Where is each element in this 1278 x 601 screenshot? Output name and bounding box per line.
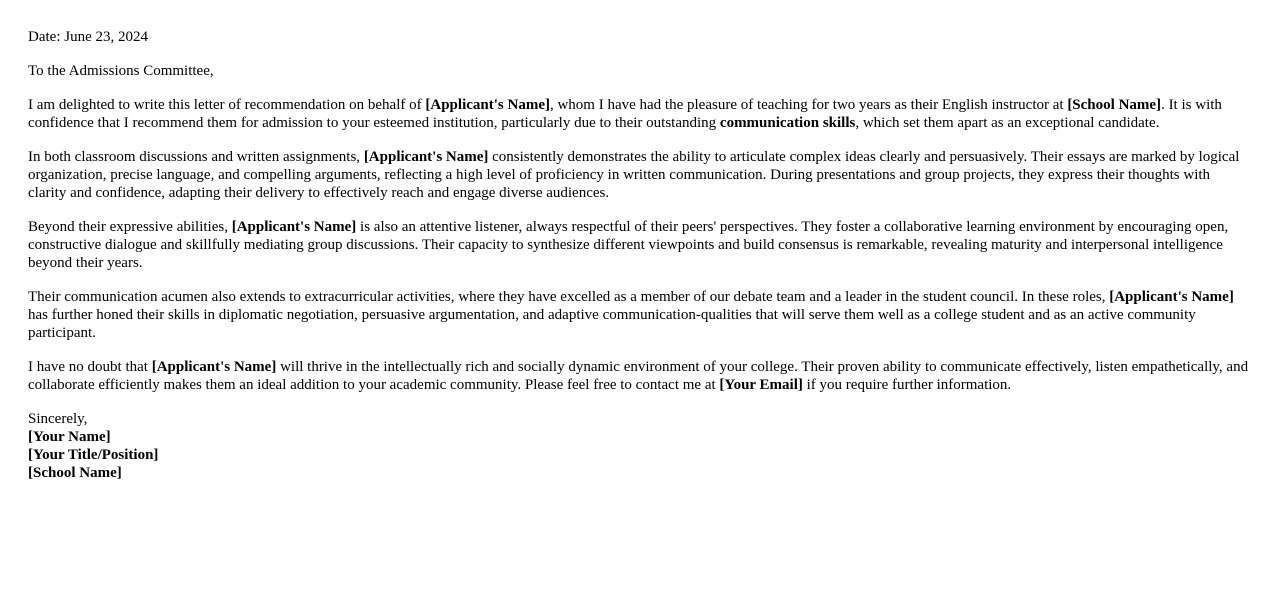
text: has further honed their skills in diplomatic negotiation, persuasive argumentation, and adaptive communication-qualities that will serve them well as a college student and as an active community participant. <box>28 307 1196 341</box>
email-placeholder: [Your Email] <box>719 377 803 393</box>
text: In both classroom discussions and written assignments, <box>28 149 364 165</box>
letter-date: Date: June 23, 2024 <box>28 29 148 45</box>
text: Their communication acumen also extends to extracurricular activities, where they have excelled as a member of our debate team and a leader in the student council. In these roles, <box>28 289 1110 305</box>
signer-title-placeholder: [Your Title/Position] <box>28 447 159 463</box>
signer-school-placeholder: [School Name] <box>28 465 122 481</box>
paragraph-introduction <box>28 96 1250 132</box>
paragraph-extracurricular <box>28 288 1250 342</box>
signer-name-placeholder: [Your Name] <box>28 429 111 445</box>
applicant-name-placeholder: [Applicant's Name] <box>1109 289 1234 305</box>
signature-block <box>28 410 1250 482</box>
applicant-name-placeholder: [Applicant's Name] <box>151 359 277 375</box>
text: is also an attentive listener, always respectful of their peers' perspectives. They foster a collaborative learning environment by encouraging open, constructive dialogue and skillfully mediating group discussions. Their capacity to synthesize different viewpoints and build consensus is remarkable, revealing maturity and interpersonal intelligence beyond their years. <box>28 219 1229 271</box>
applicant-name-placeholder: [Applicant's Name] <box>425 97 550 113</box>
paragraph-communication <box>28 148 1250 202</box>
text: Beyond their expressive abilities, <box>28 219 232 235</box>
text: , whom I have had the pleasure of teaching for two years as their English instructor at <box>549 97 1068 113</box>
closing: Sincerely, <box>28 411 88 427</box>
emphasis-communication-skills: communication skills <box>719 115 856 131</box>
applicant-name-placeholder: [Applicant's Name] <box>363 149 489 165</box>
text: consistently demonstrates the ability to articulate complex ideas clearly and persuasively. Their essays are marked by logical organization, precise language, and compelling arguments, reflecting a high level of proficiency in written communication. During presentations and group projects, they express their thoughts with clarity and confidence, adapting their delivery to effectively reach and engage diverse audiences. <box>28 149 1240 201</box>
letter-salutation: To the Admissions Committee, <box>28 63 214 79</box>
text: if you require further information. <box>802 377 1012 393</box>
text: , which set them apart as an exceptional candidate. <box>855 115 1160 131</box>
school-name-placeholder: [School Name] <box>1067 97 1162 113</box>
applicant-name-placeholder: [Applicant's Name] <box>231 219 357 235</box>
paragraph-conclusion <box>28 358 1250 394</box>
paragraph-listening <box>28 218 1250 272</box>
text: . It is with confidence that I recommend them for admission to your esteemed institution, particularly due to their outstanding <box>28 97 1222 131</box>
text: will thrive in the intellectually rich and socially dynamic environment of your college. Their proven ability to communicate effectively, listen empathetically, and collaborate efficiently makes them an ideal addition to your academic community. Please feel free to contact me at <box>28 359 1249 393</box>
text: I have no doubt that <box>28 359 152 375</box>
text: I am delighted to write this letter of recommendation on behalf of <box>28 97 426 113</box>
